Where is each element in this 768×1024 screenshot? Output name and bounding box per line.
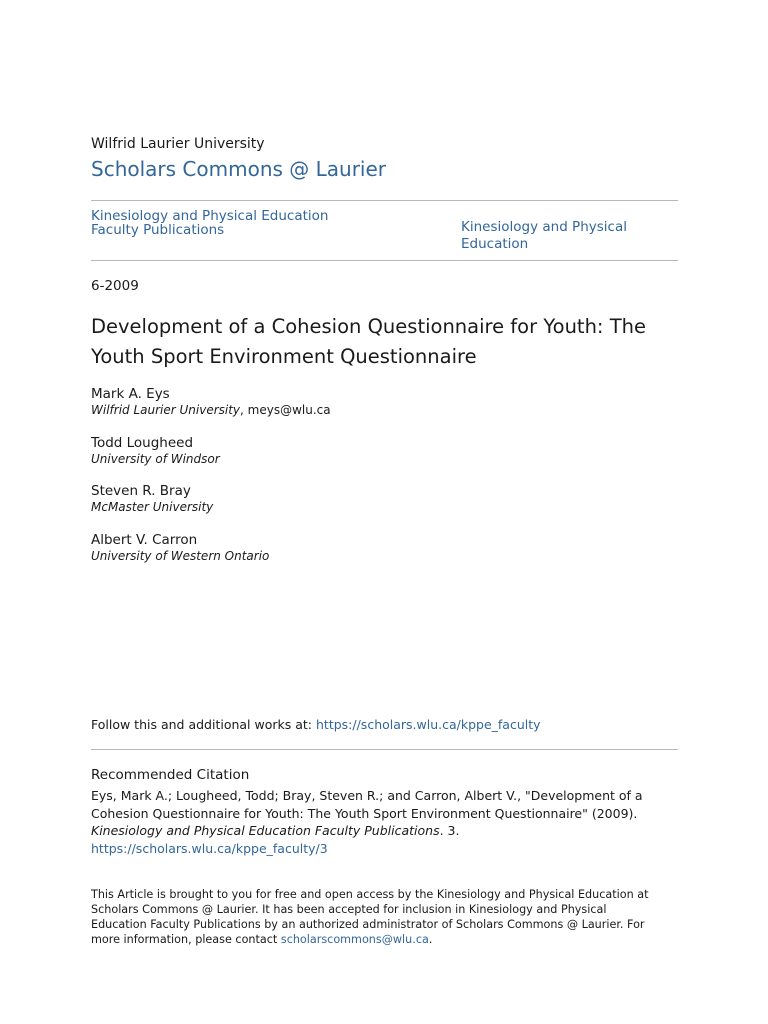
citation-number: . 3. bbox=[439, 823, 460, 838]
series-line-2: Faculty Publications bbox=[91, 222, 225, 238]
author-block bbox=[91, 532, 269, 564]
article-title bbox=[91, 312, 691, 372]
follow-line bbox=[91, 717, 541, 732]
author-name: Mark A. Eys bbox=[91, 386, 170, 402]
divider bbox=[91, 200, 678, 201]
author-affiliation: University of Western Ontario bbox=[91, 549, 270, 563]
author-name: Steven R. Bray bbox=[91, 483, 191, 499]
notice-line-4 bbox=[91, 932, 681, 947]
notice-line-2: Scholars Commons @ Laurier. It has been accepted for inclusion in Kinesiology and Physical bbox=[91, 903, 607, 916]
notice-prefix: more information, please contact bbox=[91, 933, 281, 946]
divider bbox=[91, 749, 678, 750]
access-notice bbox=[91, 887, 681, 947]
series-link[interactable] bbox=[91, 209, 391, 237]
repository-link[interactable]: Scholars Commons @ Laurier bbox=[91, 157, 387, 181]
contact-email-link[interactable]: scholarscommons@wlu.ca bbox=[280, 933, 429, 946]
collection-line-1: Kinesiology and Physical bbox=[461, 219, 627, 235]
citation-url-link[interactable]: https://scholars.wlu.ca/kppe_faculty/3 bbox=[91, 840, 328, 856]
author-block bbox=[91, 386, 331, 418]
citation-line-3 bbox=[91, 822, 681, 840]
follow-text: Follow this and additional works at: bbox=[91, 717, 316, 732]
series-line-1: Kinesiology and Physical Education bbox=[91, 208, 329, 224]
institution-name: Wilfrid Laurier University bbox=[91, 136, 265, 152]
citation-journal: Kinesiology and Physical Education Faculty Publications bbox=[91, 823, 440, 838]
author-affiliation: University of Windsor bbox=[91, 452, 220, 466]
author-block bbox=[91, 483, 213, 515]
author-affiliation bbox=[91, 403, 331, 418]
affiliation-text: Wilfrid Laurier University bbox=[91, 403, 241, 417]
notice-suffix: . bbox=[428, 933, 433, 946]
follow-url-link[interactable]: https://scholars.wlu.ca/kppe_faculty bbox=[316, 717, 541, 732]
notice-line-1: This Article is brought to you for free and open access by the Kinesiology and Physical Education at bbox=[91, 888, 649, 901]
notice-line-3: Education Faculty Publications by an authorized administrator of Scholars Commons @ Laurier. For bbox=[91, 918, 645, 931]
citation-heading: Recommended Citation bbox=[91, 767, 250, 783]
publication-date: 6-2009 bbox=[91, 278, 139, 294]
divider bbox=[91, 260, 678, 261]
citation-text bbox=[91, 787, 681, 857]
author-affiliation: McMaster University bbox=[91, 500, 214, 514]
author-email: , meys@wlu.ca bbox=[240, 403, 331, 417]
title-line-2: Youth Sport Environment Questionnaire bbox=[91, 345, 477, 368]
collection-line-2: Education bbox=[461, 236, 529, 252]
author-name: Todd Lougheed bbox=[91, 435, 194, 451]
author-name: Albert V. Carron bbox=[91, 532, 198, 548]
author-block bbox=[91, 435, 220, 467]
citation-line-2: Cohesion Questionnaire for Youth: The Youth Sport Environment Questionnaire" (2009). bbox=[91, 805, 638, 821]
collection-link[interactable] bbox=[461, 219, 661, 253]
title-line-1: Development of a Cohesion Questionnaire for Youth: The bbox=[91, 315, 646, 338]
citation-line-1: Eys, Mark A.; Lougheed, Todd; Bray, Steven R.; and Carron, Albert V., "Development of a bbox=[91, 788, 643, 803]
